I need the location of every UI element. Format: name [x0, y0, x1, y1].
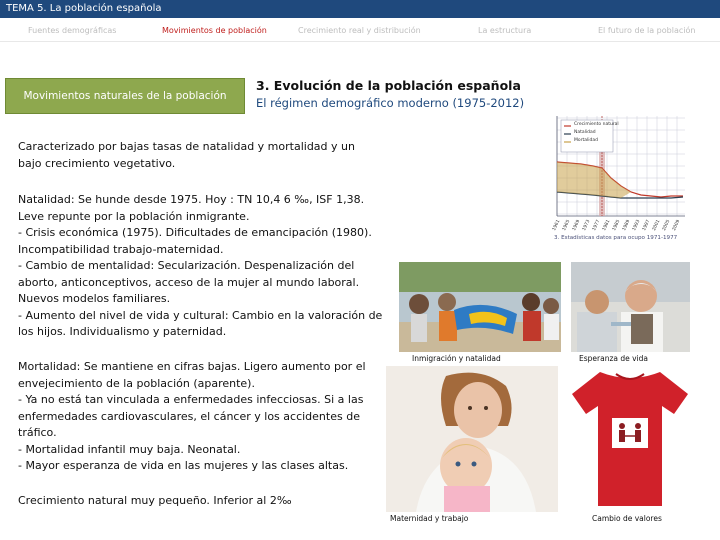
photo-caption: Maternidad y trabajo — [390, 514, 469, 523]
crecimiento-paragraph: Crecimiento natural muy pequeño. Inferior al 2‰ — [18, 494, 292, 507]
photo-caption: Inmigración y natalidad — [412, 354, 501, 363]
tick-label: 1973 — [582, 219, 592, 232]
natalidad-paragraph — [18, 192, 390, 341]
tab-crecimiento-real[interactable]: Crecimiento real y distribución — [298, 26, 421, 35]
natalidad-line: - Crisis económica (1975). Dificultades de emancipación (1980). Incompatibilidad trabajo-maternidad. — [18, 226, 372, 256]
tab-movimientos-de-poblacion[interactable]: Movimientos de población — [162, 26, 267, 35]
photo-caption: Cambio de valores — [592, 514, 662, 523]
mother-child-photo — [386, 366, 558, 512]
mortalidad-line: Mortalidad: Se mantiene en cifras bajas. Ligero aumento por el envejecimiento de la población (aparente). — [18, 360, 366, 390]
tick-label: 1985 — [612, 219, 622, 232]
tick-label: 1993 — [632, 219, 642, 232]
natalidad-line: Leve repunte por la población inmigrante. — [18, 209, 250, 223]
section-subtitle: El régimen demográfico moderno (1975-2012) — [256, 96, 525, 110]
natalidad-line: - Aumento del nivel de vida y cultural: Cambio en la valoración de los hijos. Individualismo y paternidad. — [18, 308, 383, 338]
subtopic-label: Movimientos naturales de la población — [23, 90, 227, 102]
tab-futuro-poblacion[interactable]: El futuro de la población — [598, 26, 696, 35]
tick-label: 1969 — [572, 219, 582, 232]
presentation-title: TEMA 5. La población española — [6, 3, 162, 14]
legend-item: Crecimiento natural — [574, 122, 619, 127]
tick-label: 1965 — [562, 219, 572, 232]
chart-legend-text — [574, 121, 619, 145]
tick-label: 1961 — [552, 219, 562, 232]
tick-label: 1997 — [642, 219, 652, 232]
vaccination-photo — [571, 262, 690, 352]
section-title: 3. Evolución de la población española — [256, 78, 521, 93]
legend-item: Mortalidad — [574, 138, 598, 143]
mortalidad-line: - Ya no está tan vinculada a enfermedades infecciosas. Si a las enfermedades cardiovasculares, el cáncer y los accidentes de tráfico. — [18, 393, 364, 439]
tshirt-photo — [570, 366, 690, 512]
crowd-photo — [399, 262, 561, 352]
tick-label: 2009 — [672, 219, 682, 232]
subtopic-badge — [5, 78, 245, 114]
nav-bar — [0, 20, 720, 42]
natalidad-line: - Cambio de mentalidad: Secularización. Despenalización del aborto, anticonceptivos, acceso de la mujer al mundo laboral. Nuevos modelos familiares. — [18, 259, 360, 305]
mortalidad-line: - Mayor esperanza de vida en las mujeres y las clases altas. — [18, 459, 349, 472]
tick-label: 1989 — [622, 219, 632, 232]
chart-caption: 3. Estadísticas datos para ocupo 1971-1977 — [554, 235, 678, 241]
mortalidad-line: - Mortalidad infantil muy baja. Neonatal. — [18, 442, 241, 456]
photo-caption: Esperanza de vida — [579, 354, 649, 363]
legend-item: Natalidad — [574, 130, 596, 135]
tab-la-estructura[interactable]: La estructura — [478, 26, 532, 35]
tick-label: 1977 — [592, 219, 602, 232]
demographic-chart — [547, 112, 690, 242]
tab-fuentes-demograficas[interactable]: Fuentes demográficas — [28, 26, 117, 35]
mortalidad-paragraph — [18, 359, 378, 475]
tick-label: 2001 — [652, 219, 662, 232]
chart-x-axis — [547, 217, 690, 237]
natalidad-line: Natalidad: Se hunde desde 1975. Hoy : TN 10,4 6 ‰, ISF 1,38. — [18, 193, 365, 206]
tick-label: 2005 — [662, 219, 672, 232]
tick-label: 1981 — [602, 219, 612, 232]
title-bar — [0, 0, 720, 18]
intro-paragraph: Caracterizado por bajas tasas de natalidad y mortalidad y un bajo crecimiento vegetativo. — [18, 140, 355, 170]
